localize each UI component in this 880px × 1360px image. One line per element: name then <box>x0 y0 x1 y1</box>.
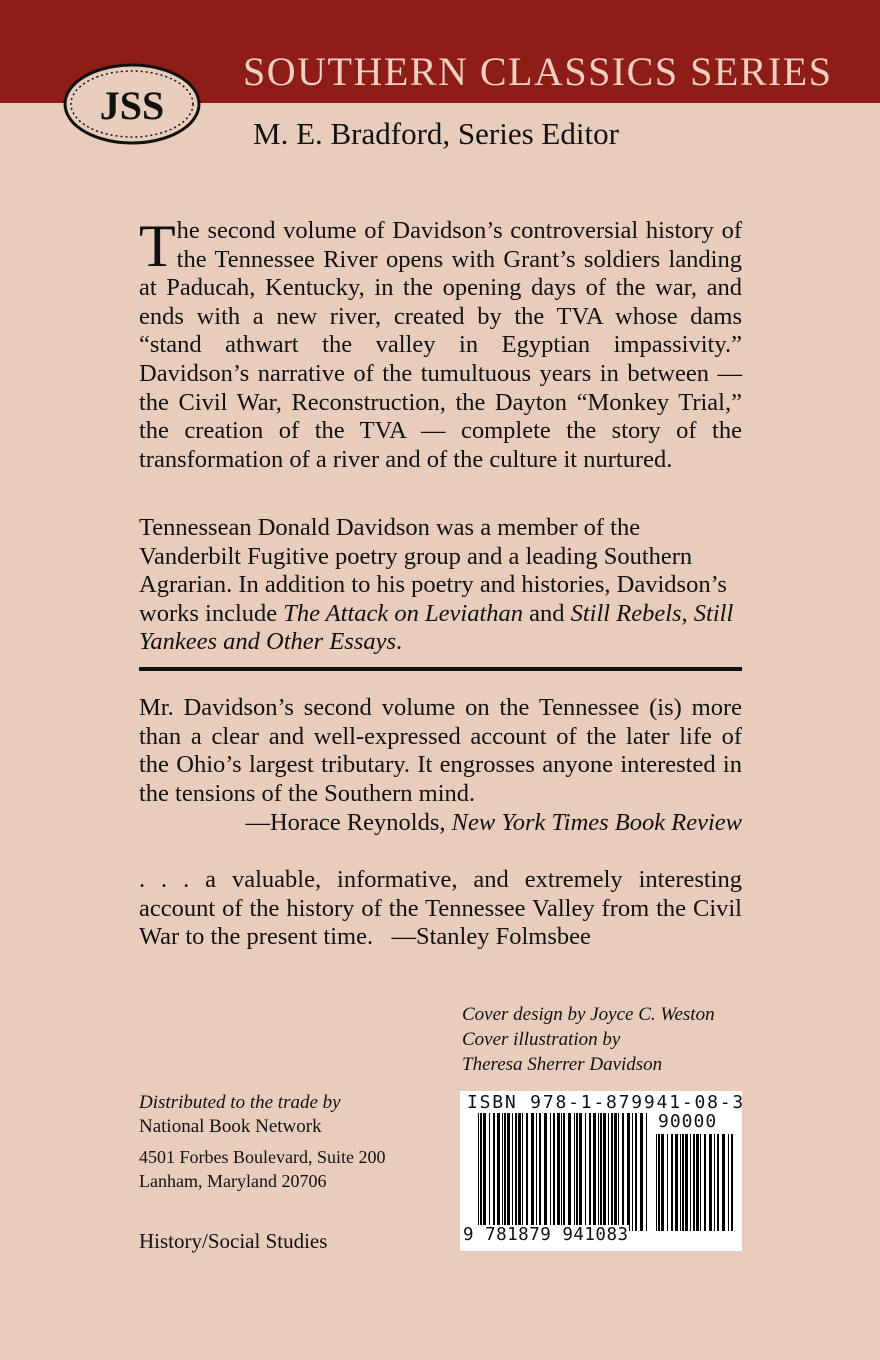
barcode-bar <box>608 1113 609 1231</box>
barcode-bar <box>574 1113 575 1231</box>
barcode-bar <box>714 1134 715 1231</box>
barcode-bar <box>696 1134 699 1231</box>
price-code: 90000 <box>658 1111 718 1132</box>
description-text: he second volume of Davidson’s controversial history of the Tennessee River opens with Grant’s soldiers landing at Paducah, Kentucky, in the opening days of the war, and ends with a new river, created by the TVA whose dams “stand athwart the valley in Egyptian impassivity.” Davidson’s narrative of the tumultuous years in between — the Civil War, Reconstruction, the Dayton “Monkey Trial,” the creation of the TVA — complete the story of the transformation of a river and of the culture it nurtured. <box>139 217 742 473</box>
barcode-bar <box>722 1134 725 1231</box>
barcode-bar <box>646 1113 647 1231</box>
barcode-bar <box>675 1134 678 1231</box>
barcode-bar <box>497 1113 500 1231</box>
barcode-bar <box>614 1113 617 1231</box>
barcode-bar <box>563 1113 565 1231</box>
barcode-bar <box>611 1113 613 1231</box>
drop-cap: T <box>139 213 176 279</box>
distributor <box>139 1091 341 1139</box>
review-quote-2 <box>139 866 742 952</box>
barcode-bar <box>627 1113 630 1231</box>
jss-logo-icon <box>62 62 202 146</box>
barcode-bar <box>553 1113 555 1231</box>
barcode-bar <box>504 1113 506 1231</box>
distributor-label: Distributed to the trade by <box>139 1092 341 1113</box>
barcode-bar <box>493 1113 495 1231</box>
isbn-barcode <box>460 1091 746 1251</box>
barcode-bar <box>667 1134 668 1231</box>
barcode-bar <box>635 1113 637 1231</box>
barcode-bar <box>489 1113 490 1231</box>
category: History/Social Studies <box>139 1229 328 1253</box>
description-paragraph <box>139 213 742 474</box>
credit-line: Cover design by Joyce C. Weston <box>462 1004 715 1025</box>
ean-digits: 9 781879 941083 <box>463 1225 629 1245</box>
divider-rule <box>139 667 742 671</box>
barcode-bar <box>526 1113 528 1231</box>
barcode-bar <box>693 1134 695 1231</box>
distributor-address <box>139 1145 385 1193</box>
series-title: SOUTHERN CLASSICS SERIES <box>243 49 833 94</box>
address-line: 4501 Forbes Boulevard, Suite 200 <box>139 1147 386 1167</box>
author-paragraph <box>139 514 742 657</box>
isbn-text: ISBN 978-1-879941-08-3 <box>467 1092 746 1113</box>
barcode-bar <box>531 1113 534 1231</box>
barcode-bar <box>478 1113 479 1231</box>
barcode-bar <box>515 1113 517 1231</box>
barcode-bar <box>632 1113 633 1231</box>
barcode-bar <box>661 1134 664 1231</box>
period: . <box>396 628 403 656</box>
barcode-bar <box>622 1113 624 1231</box>
cover-credits <box>462 1002 715 1077</box>
credit-line: Cover illustration by <box>462 1029 621 1050</box>
barcode-bar <box>557 1113 560 1231</box>
logo-text: JSS <box>99 83 165 128</box>
review-attribution-1 <box>139 810 742 837</box>
barcode-bar <box>640 1113 643 1231</box>
barcode-bar <box>502 1113 503 1231</box>
review-author-2: —Stanley Folmsbee <box>391 923 591 951</box>
barcode-bar <box>690 1134 691 1231</box>
credit-line: Theresa Sherrer Davidson <box>462 1054 663 1075</box>
barcode-bar <box>717 1134 719 1231</box>
barcode-bar <box>709 1134 712 1231</box>
barcode-bar <box>700 1134 701 1231</box>
barcode-bar <box>658 1134 660 1231</box>
barcode-bar <box>512 1113 513 1231</box>
barcode-bar <box>561 1113 562 1231</box>
barcode-bars-icon <box>478 1113 650 1231</box>
barcode-bar <box>682 1134 684 1231</box>
author-text: Tennessean Donald Davidson was a member of the Vanderbilt Fugitive poetry group and a leading Southern Agrarian. In addition to his poetry and histories, Davidson’s works include <box>139 514 727 627</box>
barcode-bar <box>728 1134 729 1231</box>
barcode-bar <box>585 1113 586 1231</box>
review-source-1: New York Times Book Review <box>451 809 742 836</box>
barcode-bar <box>480 1113 482 1231</box>
barcode-bar <box>704 1134 706 1231</box>
series-editor: M. E. Bradford, Series Editor <box>253 116 619 151</box>
review-text-2: . . . a valuable, informative, and extremely interesting account of the history of the Tennessee Valley from the Civil War to the present time. <box>139 866 742 951</box>
barcode-bar <box>593 1113 596 1231</box>
barcode-bar <box>568 1113 571 1231</box>
distributor-name: National Book Network <box>139 1116 322 1137</box>
barcode-bar <box>539 1113 541 1231</box>
barcode-bar <box>507 1113 510 1231</box>
barcode-bar <box>550 1113 551 1231</box>
barcode-bar <box>603 1113 606 1231</box>
barcode-bar <box>483 1113 486 1231</box>
review-author-1: —Horace Reynolds, <box>245 809 452 836</box>
barcode-bar <box>656 1134 657 1231</box>
book-title-1: The Attack on Leviathan <box>283 599 523 627</box>
barcode-bar <box>600 1113 602 1231</box>
barcode-bar <box>680 1134 681 1231</box>
barcode-bar <box>685 1134 688 1231</box>
barcode-bar <box>618 1113 619 1231</box>
connector-text: and <box>523 599 571 627</box>
barcode-bar <box>598 1113 599 1231</box>
address-line: Lanham, Maryland 20706 <box>139 1171 327 1191</box>
review-quote-1: Mr. Davidson’s second volume on the Tennessee (is) more than a clear and well-expressed account of the later life of the Ohio’s largest tributary. It engrosses anyone interested in the tensions of the Southern mind. <box>139 694 742 807</box>
barcode-bar <box>731 1134 733 1231</box>
barcode-bar <box>579 1113 582 1231</box>
barcode-bar <box>536 1113 537 1231</box>
supplement-bars-icon <box>656 1134 736 1231</box>
barcode-bar <box>576 1113 578 1231</box>
barcode-bar <box>522 1113 523 1231</box>
barcode-bar <box>544 1113 547 1231</box>
barcode-bar <box>671 1134 673 1231</box>
barcode-bar <box>518 1113 521 1231</box>
barcode-bar <box>589 1113 591 1231</box>
book-title-2: Still Rebels, Still Yankees and Other Essays <box>139 599 734 656</box>
